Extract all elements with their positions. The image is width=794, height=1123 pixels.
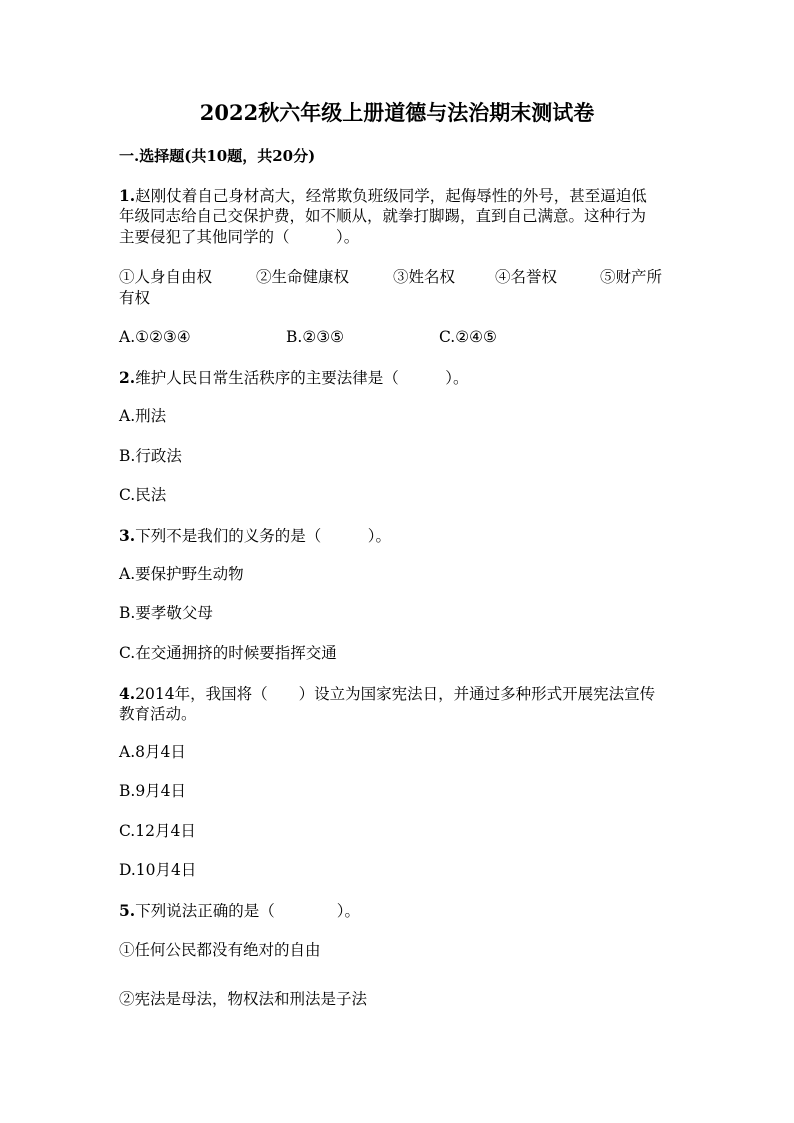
answer-option: D.10月4日	[119, 861, 197, 879]
answer-option: B.要孝敬父母	[119, 604, 213, 622]
answer-option: B.9月4日	[119, 782, 187, 800]
question-number: 5.	[119, 901, 136, 920]
answer-option: B.行政法	[119, 447, 182, 465]
page-title: 2022秋六年级上册道德与法治期末测试卷	[199, 100, 595, 125]
answer-option: A.①②③④	[119, 328, 191, 346]
section-heading: 一.选择题(共10题，共20分)	[119, 147, 316, 165]
question-text: 下列不是我们的义务的是（ ）。	[135, 527, 391, 545]
answer-option: C.在交通拥挤的时候要指挥交通	[119, 644, 337, 662]
statement-item: ②宪法是母法，物权法和刑法是子法	[119, 990, 368, 1008]
question-5	[119, 900, 360, 922]
list-item: ⑤财产所	[600, 268, 663, 286]
answer-option: A.刑法	[119, 407, 167, 425]
answer-option: C.12月4日	[119, 822, 196, 840]
question-1-line-3: 主要侵犯了其他同学的（ ）。	[119, 228, 360, 246]
question-text: 2014年，我国将（ ）设立为国家宪法日，并通过多种形式开展宪法宣传	[135, 685, 656, 703]
statement-item: ①任何公民都没有绝对的自由	[119, 941, 321, 959]
list-item: ②生命健康权	[256, 268, 350, 286]
question-number: 1.	[119, 186, 136, 205]
list-item: ④名誉权	[495, 268, 558, 286]
question-4-line-1	[119, 683, 655, 705]
question-number: 2.	[119, 368, 136, 387]
answer-option: B.②③⑤	[286, 328, 345, 346]
question-number: 3.	[119, 526, 136, 545]
question-text: 下列说法正确的是（ ）。	[135, 902, 360, 920]
question-1-items	[119, 267, 679, 288]
question-text: 赵刚仗着自己身材高大，经常欺负班级同学，起侮辱性的外号，甚至逼迫低	[135, 187, 647, 205]
question-text: 维护人民日常生活秩序的主要法律是（ ）。	[135, 369, 469, 387]
answer-option: C.民法	[119, 486, 167, 504]
question-3	[119, 525, 391, 547]
answer-option: A.要保护野生动物	[119, 565, 244, 583]
question-4-line-2: 教育活动。	[119, 705, 197, 723]
question-2	[119, 367, 468, 389]
list-item: ①人身自由权	[119, 268, 213, 286]
question-1-items-line-2: 有权	[119, 289, 151, 307]
question-1-options	[119, 327, 639, 348]
answer-option: C.②④⑤	[439, 328, 497, 346]
list-item: ③姓名权	[393, 268, 456, 286]
question-1-line-1	[119, 185, 647, 207]
answer-option: A.8月4日	[119, 743, 186, 761]
question-1-line-2: 年级同志给自己交保护费，如不顺从，就拳打脚踢，直到自己满意。这种行为	[119, 207, 647, 225]
question-number: 4.	[119, 684, 136, 703]
